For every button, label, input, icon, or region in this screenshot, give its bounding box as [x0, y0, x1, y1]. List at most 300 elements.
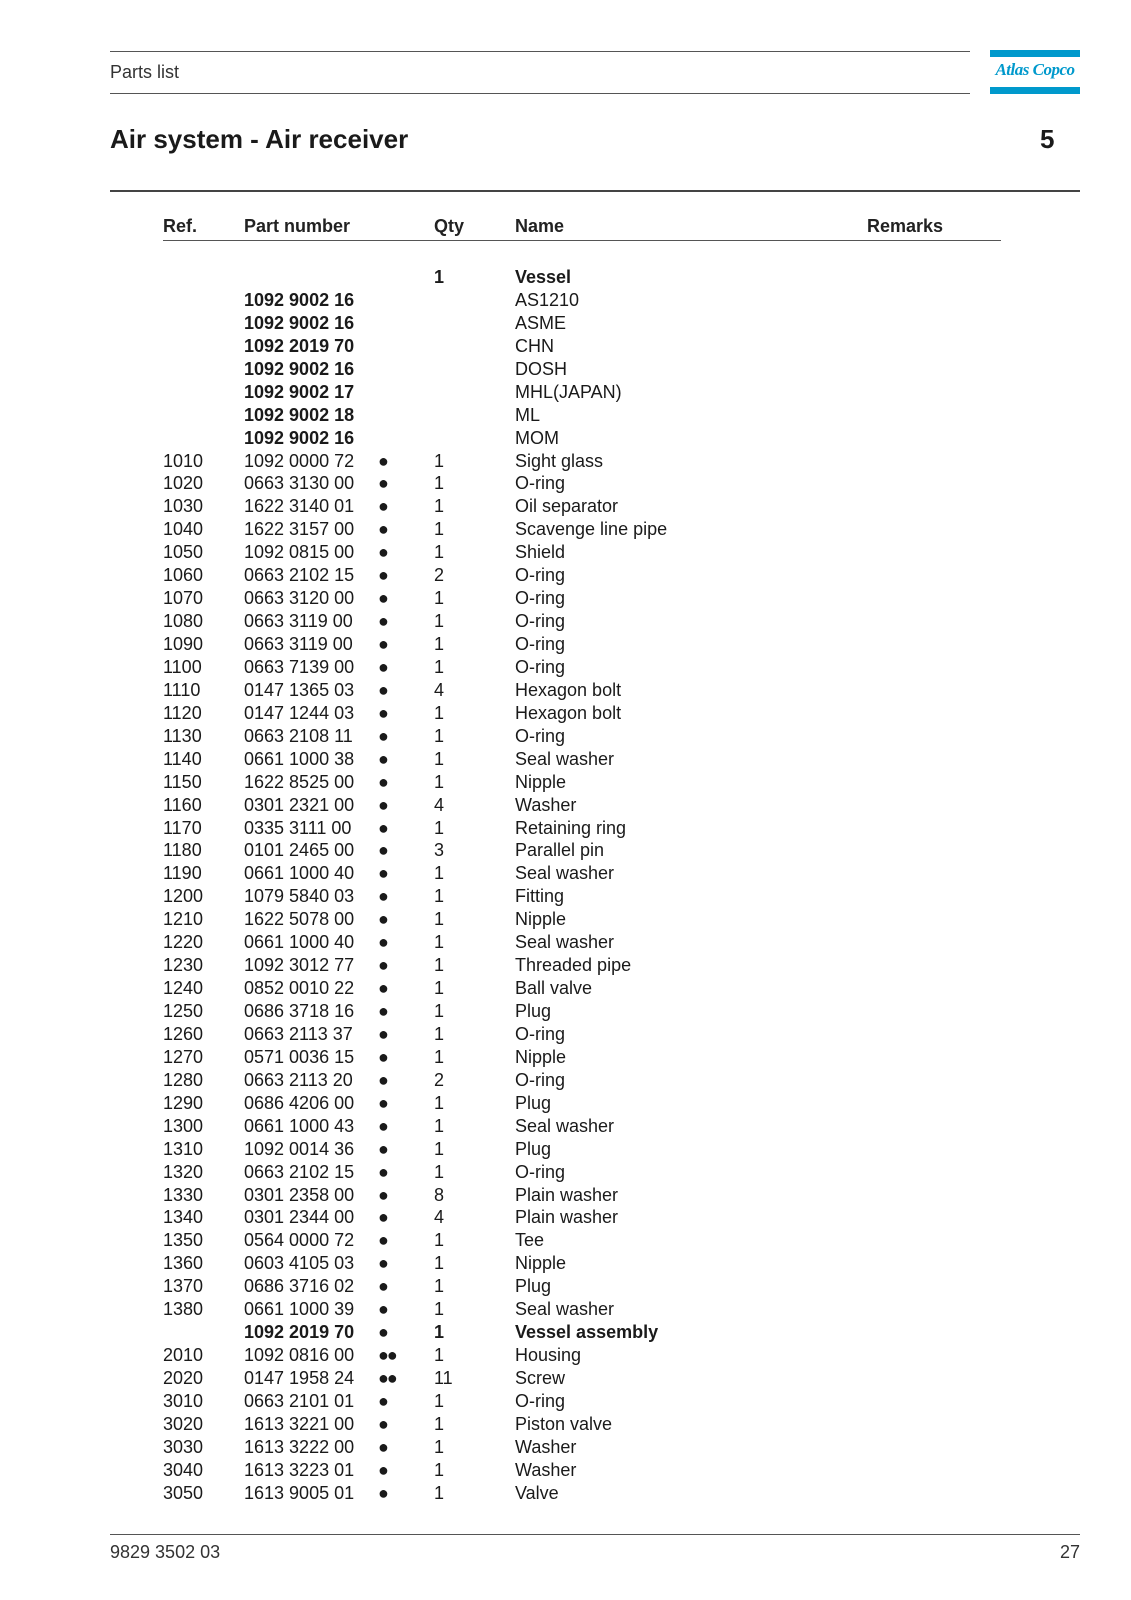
qty-cell: 1: [434, 1092, 445, 1113]
name-cell: MOM: [515, 427, 559, 448]
table-row: [0, 358, 1131, 381]
part-number-cell: 0147 1244 03: [244, 702, 355, 723]
name-cell: Sight glass: [515, 450, 604, 471]
name-cell: Shield: [515, 542, 566, 563]
qty-cell: 1: [434, 450, 445, 471]
col-header-part-number: Part number: [244, 216, 351, 236]
part-number-cell: 0571 0036 15: [244, 1046, 355, 1067]
col-header-name: Name: [515, 216, 565, 236]
table-row: [0, 954, 1131, 977]
level-marker-cell: ●: [378, 1276, 387, 1297]
name-cell: ASME: [515, 312, 567, 333]
table-row: [0, 1436, 1131, 1459]
name-cell: O-ring: [515, 1390, 566, 1411]
level-marker-cell: ●: [378, 1161, 387, 1182]
section-number: 5: [1040, 124, 1055, 154]
level-marker-cell: ●: [378, 1230, 387, 1251]
table-row: [0, 1321, 1131, 1344]
qty-cell: 1: [434, 1115, 445, 1136]
part-number-cell: 0663 3119 00: [244, 611, 353, 632]
level-marker-cell: ●: [378, 1184, 387, 1205]
part-number-cell: 0663 7139 00: [244, 656, 355, 677]
ref-cell: 1010: [163, 450, 204, 471]
level-marker-cell: ●: [378, 932, 387, 953]
level-marker-cell: ●: [378, 1046, 387, 1067]
header-bottom-rule: [110, 93, 970, 94]
ref-cell: 1180: [163, 840, 202, 861]
table-row: [0, 771, 1131, 794]
table-row: [0, 404, 1131, 427]
table-row: [0, 1115, 1131, 1138]
table-row: [0, 794, 1131, 817]
part-number-cell: 0301 2344 00: [244, 1207, 355, 1228]
table-row: [0, 1252, 1131, 1275]
name-cell: O-ring: [515, 473, 566, 494]
name-cell: Plug: [515, 1001, 552, 1021]
name-cell: CHN: [515, 335, 554, 356]
qty-cell: 2: [434, 565, 445, 586]
ref-cell: 1020: [163, 473, 204, 494]
page-title: Air system - Air receiver: [110, 124, 409, 154]
level-marker-cell: ●: [378, 1138, 387, 1159]
table-row: [0, 839, 1131, 862]
part-number-cell: 1092 0816 00: [244, 1345, 355, 1366]
table-row: [0, 977, 1131, 1000]
table-row: [0, 518, 1131, 541]
table-row: [0, 1459, 1131, 1482]
ref-cell: 1170: [163, 817, 202, 838]
level-marker-cell: ●: [378, 1459, 387, 1480]
part-number-cell: 0335 3111 00: [244, 817, 352, 838]
ref-cell: 1270: [163, 1046, 204, 1067]
qty-cell: 1: [434, 1001, 445, 1021]
table-row: [0, 931, 1131, 954]
table-row: [0, 1138, 1131, 1161]
ref-cell: 1130: [163, 725, 202, 746]
name-cell: Threaded pipe: [515, 955, 632, 976]
part-number-cell: 1092 0815 00: [244, 542, 355, 563]
level-marker-cell: ●: [378, 1390, 387, 1411]
level-marker-cell: ●: [378, 1253, 387, 1274]
name-cell: Nipple: [515, 1046, 567, 1067]
col-header-remarks: Remarks: [867, 216, 944, 236]
table-row: [0, 1184, 1131, 1207]
footer-rule: [110, 1534, 1080, 1535]
level-marker-cell: ●: [378, 1115, 387, 1136]
qty-cell: 8: [434, 1184, 445, 1205]
part-number-cell: 0661 1000 39: [244, 1299, 355, 1320]
table-row: [0, 862, 1131, 885]
level-marker-cell: ●●: [378, 1368, 396, 1388]
part-number-cell: 0663 3119 00: [244, 634, 353, 654]
level-marker-cell: ●: [378, 565, 387, 586]
qty-cell: 1: [434, 496, 445, 517]
ref-cell: 3030: [163, 1436, 204, 1457]
ref-cell: 1280: [163, 1069, 204, 1090]
name-cell: Nipple: [515, 909, 567, 930]
level-marker-cell: ●: [378, 679, 387, 700]
ref-cell: 1040: [163, 519, 204, 540]
table-row: [0, 1390, 1131, 1413]
name-cell: Washer: [515, 1436, 577, 1457]
part-number-cell: 1092 9002 16: [244, 289, 355, 310]
ref-cell: 1190: [163, 863, 202, 884]
table-row: [0, 541, 1131, 564]
part-number-cell: 1092 3012 77: [244, 955, 355, 976]
col-header-ref: Ref.: [163, 216, 198, 236]
part-number-cell: 1092 0014 36: [244, 1138, 355, 1159]
table-row: [0, 725, 1131, 748]
part-number-cell: 0686 3716 02: [244, 1276, 355, 1297]
qty-cell: 1: [434, 519, 445, 540]
ref-cell: 1340: [163, 1207, 204, 1228]
part-number-cell: 1092 9002 16: [244, 312, 355, 333]
qty-cell: 1: [434, 1023, 445, 1044]
table-header: [0, 216, 1131, 240]
ref-cell: 1090: [163, 634, 204, 654]
part-number-cell: 1092 9002 17: [244, 381, 355, 402]
title-rule: [110, 190, 1080, 192]
name-cell: Piston valve: [515, 1413, 613, 1434]
part-number-cell: 0663 2113 37: [244, 1023, 353, 1044]
part-number-cell: 0686 4206 00: [244, 1092, 355, 1113]
name-cell: Hexagon bolt: [515, 702, 622, 723]
name-cell: Retaining ring: [515, 817, 627, 838]
name-cell: Nipple: [515, 771, 567, 792]
name-cell: DOSH: [515, 358, 568, 379]
level-marker-cell: ●: [378, 840, 387, 861]
qty-cell: 1: [434, 1345, 445, 1366]
name-cell: Scavenge line pipe: [515, 519, 668, 540]
part-number-cell: 0564 0000 72: [244, 1230, 355, 1251]
name-cell: Seal washer: [515, 863, 615, 884]
table-row: [0, 495, 1131, 518]
level-marker-cell: ●: [378, 771, 387, 792]
ref-cell: 1380: [163, 1299, 204, 1320]
qty-cell: 1: [434, 1390, 445, 1411]
header-top-rule: [110, 51, 970, 52]
name-cell: Vessel assembly: [515, 1322, 659, 1343]
table-row: [0, 610, 1131, 633]
ref-cell: 1030: [163, 496, 204, 517]
name-cell: Valve: [515, 1482, 559, 1503]
part-number-cell: 0101 2465 00: [244, 840, 355, 861]
name-cell: ML: [515, 404, 541, 425]
part-number-cell: 1079 5840 03: [244, 886, 355, 907]
part-number-cell: 0661 1000 38: [244, 748, 355, 769]
level-marker-cell: ●: [378, 450, 387, 471]
table-row: [0, 1367, 1131, 1390]
table-row: [0, 1344, 1131, 1367]
part-number-cell: 1613 3221 00: [244, 1413, 355, 1434]
table-row: [0, 885, 1131, 908]
table-row: [0, 1229, 1131, 1252]
table-row: [0, 1046, 1131, 1069]
name-cell: Tee: [515, 1230, 545, 1251]
name-cell: Hexagon bolt: [515, 679, 622, 700]
part-number-cell: 0663 2113 20: [244, 1069, 353, 1090]
part-number-cell: 1092 9002 18: [244, 404, 355, 425]
level-marker-cell: ●: [378, 955, 387, 976]
qty-cell: 1: [434, 955, 445, 976]
name-cell: O-ring: [515, 634, 566, 654]
table-row: [0, 381, 1131, 404]
name-cell: Seal washer: [515, 1299, 615, 1320]
qty-cell: 11: [434, 1368, 453, 1388]
level-marker-cell: ●: [378, 1482, 387, 1503]
table-row: [0, 656, 1131, 679]
ref-cell: 1200: [163, 886, 204, 907]
table-row: [0, 335, 1131, 358]
part-number-cell: 1613 3223 01: [244, 1459, 355, 1480]
logo-text: Atlas Copco: [995, 60, 1075, 79]
qty-cell: 4: [434, 679, 445, 700]
name-cell: Housing: [515, 1345, 582, 1366]
ref-cell: 1290: [163, 1092, 204, 1113]
ref-cell: 1310: [163, 1138, 204, 1159]
qty-cell: 1: [434, 611, 445, 632]
table-row: [0, 748, 1131, 771]
level-marker-cell: ●: [378, 886, 387, 907]
part-number-cell: 0663 2101 01: [244, 1390, 355, 1411]
part-number-cell: 1622 3140 01: [244, 496, 355, 517]
level-marker-cell: ●: [378, 634, 387, 654]
qty-cell: 1: [434, 1138, 445, 1159]
name-cell: Ball valve: [515, 978, 593, 999]
part-number-cell: 0301 2321 00: [244, 794, 355, 815]
qty-cell: 1: [434, 473, 445, 494]
level-marker-cell: ●: [378, 656, 387, 677]
part-number-cell: 0663 3120 00: [244, 588, 355, 609]
table-row: [0, 1206, 1131, 1229]
ref-cell: 1150: [163, 771, 202, 792]
ref-cell: 1160: [163, 794, 202, 815]
part-number-cell: 1092 9002 16: [244, 358, 355, 379]
part-number-cell: 0852 0010 22: [244, 978, 355, 999]
level-marker-cell: ●: [378, 909, 387, 930]
name-cell: Plain washer: [515, 1184, 619, 1205]
name-cell: Washer: [515, 1459, 577, 1480]
name-cell: Plug: [515, 1138, 552, 1159]
ref-cell: 1140: [163, 748, 202, 769]
part-number-cell: 1092 9002 16: [244, 427, 355, 448]
name-cell: Seal washer: [515, 748, 615, 769]
level-marker-cell: ●: [378, 748, 387, 769]
part-number-cell: 1092 0000 72: [244, 450, 355, 471]
name-cell: O-ring: [515, 611, 566, 632]
part-number-cell: 0663 2102 15: [244, 565, 355, 586]
ref-cell: 1110: [163, 679, 201, 700]
qty-cell: 1: [434, 1459, 445, 1480]
level-marker-cell: ●: [378, 1023, 387, 1044]
part-number-cell: 0661 1000 40: [244, 863, 355, 884]
name-cell: Vessel: [515, 267, 572, 287]
table-row: [0, 450, 1131, 473]
table-row: [0, 587, 1131, 610]
qty-cell: 1: [434, 863, 445, 884]
table-row: [0, 266, 1131, 289]
part-number-cell: 1092 2019 70: [244, 335, 355, 356]
table-row: [0, 679, 1131, 702]
qty-cell: 1: [434, 1161, 445, 1182]
ref-cell: 1330: [163, 1184, 204, 1205]
name-cell: O-ring: [515, 656, 566, 677]
ref-cell: 1210: [163, 909, 204, 930]
table-header-rule: [163, 240, 1001, 241]
level-marker-cell: ●: [378, 702, 387, 723]
table-row: [0, 1000, 1131, 1023]
table-row: [0, 817, 1131, 840]
level-marker-cell: ●: [378, 542, 387, 563]
name-cell: Screw: [515, 1368, 566, 1388]
ref-cell: 1070: [163, 588, 204, 609]
name-cell: O-ring: [515, 1023, 566, 1044]
ref-cell: 3050: [163, 1482, 204, 1503]
table-row: [0, 289, 1131, 312]
level-marker-cell: ●: [378, 1092, 387, 1113]
level-marker-cell: ●: [378, 519, 387, 540]
qty-cell: 1: [434, 634, 445, 654]
qty-cell: 1: [434, 1413, 445, 1434]
ref-cell: 1050: [163, 542, 204, 563]
ref-cell: 3020: [163, 1413, 204, 1434]
name-cell: Seal washer: [515, 932, 615, 953]
part-number-cell: 0661 1000 40: [244, 932, 355, 953]
level-marker-cell: ●: [378, 725, 387, 746]
level-marker-cell: ●: [378, 1001, 387, 1021]
name-cell: Parallel pin: [515, 840, 605, 861]
table-row: [0, 1298, 1131, 1321]
part-number-cell: 0663 2108 11: [244, 725, 353, 746]
name-cell: O-ring: [515, 1161, 566, 1182]
col-header-qty: Qty: [434, 216, 465, 236]
level-marker-cell: ●: [378, 1322, 387, 1343]
name-cell: AS1210: [515, 289, 580, 310]
ref-cell: 1220: [163, 932, 204, 953]
level-marker-cell: ●: [378, 863, 387, 884]
part-number-cell: 1622 8525 00: [244, 771, 355, 792]
part-number-cell: 1613 3222 00: [244, 1436, 355, 1457]
name-cell: O-ring: [515, 725, 566, 746]
qty-cell: 1: [434, 702, 445, 723]
qty-cell: 1: [434, 1276, 445, 1297]
level-marker-cell: ●: [378, 978, 387, 999]
part-number-cell: 0301 2358 00: [244, 1184, 355, 1205]
part-number-cell: 0663 2102 15: [244, 1161, 355, 1182]
ref-cell: 3040: [163, 1459, 204, 1480]
table-row: [0, 1069, 1131, 1092]
level-marker-cell: ●: [378, 1207, 387, 1228]
level-marker-cell: ●: [378, 588, 387, 609]
ref-cell: 1250: [163, 1001, 204, 1021]
qty-cell: 1: [434, 267, 445, 287]
part-number-cell: 0603 4105 03: [244, 1253, 355, 1274]
table-row: [0, 908, 1131, 931]
ref-cell: 1320: [163, 1161, 204, 1182]
qty-cell: 1: [434, 725, 445, 746]
logo-top-bar: [990, 50, 1080, 57]
ref-cell: 1350: [163, 1230, 204, 1251]
part-number-cell: 0663 3130 00: [244, 473, 355, 494]
ref-cell: 1080: [163, 611, 204, 632]
name-cell: Washer: [515, 794, 577, 815]
level-marker-cell: ●●: [378, 1345, 396, 1366]
part-number-cell: 1613 9005 01: [244, 1482, 355, 1503]
level-marker-cell: ●: [378, 496, 387, 517]
table-row: [0, 1023, 1131, 1046]
table-row: [0, 1413, 1131, 1436]
qty-cell: 2: [434, 1069, 445, 1090]
name-cell: Plain washer: [515, 1207, 619, 1228]
table-row: [0, 1161, 1131, 1184]
qty-cell: 1: [434, 1230, 445, 1251]
qty-cell: 4: [434, 1207, 445, 1228]
name-cell: Plug: [515, 1092, 552, 1113]
part-number-cell: 1092 2019 70: [244, 1322, 355, 1343]
level-marker-cell: ●: [378, 611, 387, 632]
qty-cell: 1: [434, 1253, 445, 1274]
qty-cell: 4: [434, 794, 445, 815]
qty-cell: 1: [434, 978, 445, 999]
qty-cell: 1: [434, 542, 445, 563]
ref-cell: 1120: [163, 702, 202, 723]
level-marker-cell: ●: [378, 817, 387, 838]
parts-table: [0, 266, 1131, 1505]
qty-cell: 1: [434, 656, 445, 677]
ref-cell: 2020: [163, 1368, 204, 1388]
name-cell: O-ring: [515, 1069, 566, 1090]
qty-cell: 1: [434, 886, 445, 907]
part-number-cell: 1622 5078 00: [244, 909, 355, 930]
ref-cell: 1370: [163, 1276, 204, 1297]
ref-cell: 2010: [163, 1345, 204, 1366]
level-marker-cell: ●: [378, 1299, 387, 1320]
name-cell: Nipple: [515, 1253, 567, 1274]
level-marker-cell: ●: [378, 1069, 387, 1090]
part-number-cell: 0686 3718 16: [244, 1001, 355, 1021]
ref-cell: 1100: [163, 656, 202, 677]
table-row: [0, 1482, 1131, 1505]
level-marker-cell: ●: [378, 1413, 387, 1434]
ref-cell: 3010: [163, 1390, 204, 1411]
ref-cell: 1060: [163, 565, 204, 586]
qty-cell: 1: [434, 1322, 445, 1343]
part-number-cell: 0661 1000 43: [244, 1115, 355, 1136]
ref-cell: 1240: [163, 978, 204, 999]
qty-cell: 1: [434, 909, 445, 930]
level-marker-cell: ●: [378, 1436, 387, 1457]
level-marker-cell: ●: [378, 473, 387, 494]
part-number-cell: 0147 1365 03: [244, 679, 355, 700]
qty-cell: 1: [434, 932, 445, 953]
name-cell: MHL(JAPAN): [515, 381, 622, 402]
table-row: [0, 472, 1131, 495]
table-row: [0, 1092, 1131, 1115]
table-row: [0, 1275, 1131, 1298]
qty-cell: 1: [434, 1482, 445, 1503]
table-row: [0, 633, 1131, 656]
name-cell: Fitting: [515, 886, 565, 907]
qty-cell: 1: [434, 771, 445, 792]
header-section-label: Parts list: [110, 62, 180, 82]
table-row: [0, 702, 1131, 725]
table-row: [0, 564, 1131, 587]
part-number-cell: 1622 3157 00: [244, 519, 355, 540]
footer-doc-number: 9829 3502 03: [110, 1542, 221, 1562]
ref-cell: 1360: [163, 1253, 204, 1274]
qty-cell: 1: [434, 1436, 445, 1457]
level-marker-cell: ●: [378, 794, 387, 815]
